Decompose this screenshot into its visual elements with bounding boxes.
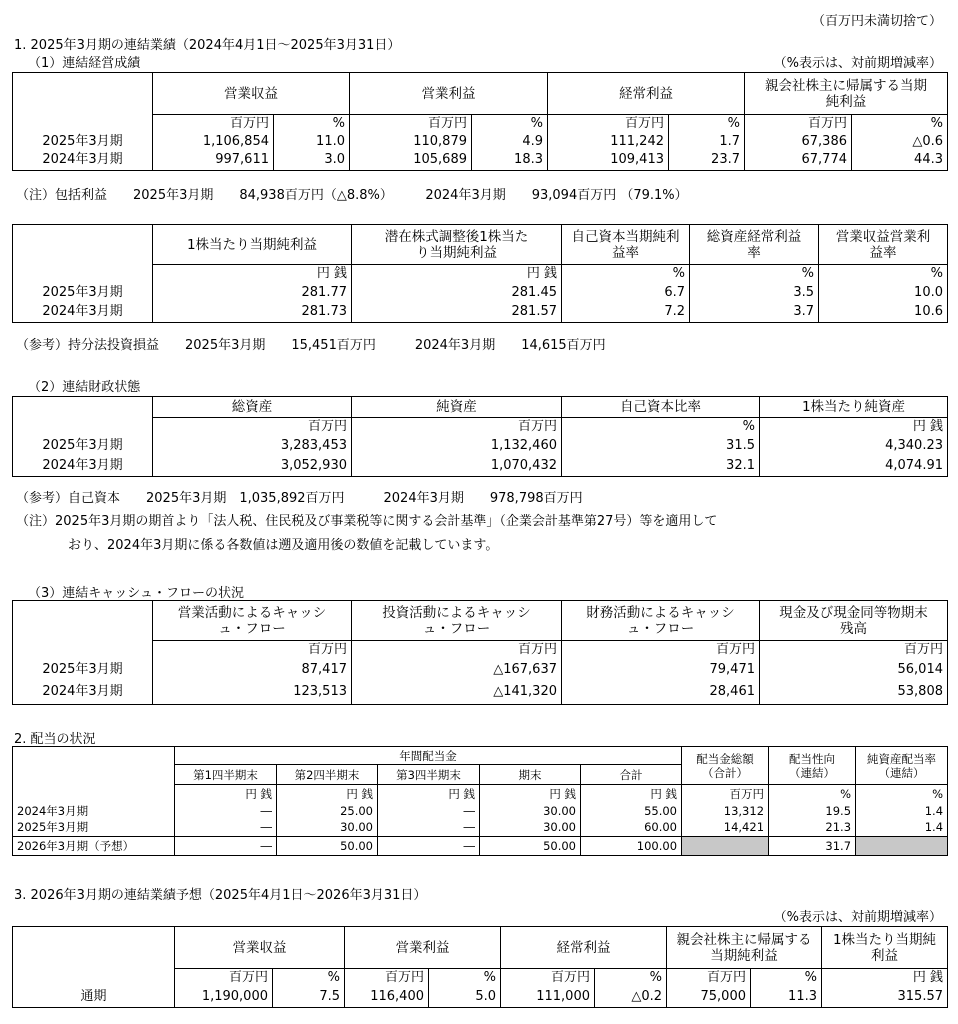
col-header: 営業利益 bbox=[345, 927, 501, 969]
unit-cell: 百万円 bbox=[760, 641, 948, 659]
section-1-title: 1. 2025年3月期の連結業績（2024年4月1日～2025年3月31日） bbox=[14, 38, 401, 53]
col-header: 合計 bbox=[581, 765, 682, 785]
value-cell: 14,421 bbox=[682, 819, 769, 837]
value-cell: 79,471 bbox=[562, 659, 760, 681]
value-cell: 1,190,000 bbox=[175, 987, 273, 1008]
row-label: 2025年3月期 bbox=[13, 133, 153, 151]
unit-cell: 円 銭 bbox=[153, 265, 352, 283]
value-cell: 4.9 bbox=[472, 133, 548, 151]
unit-cell: % bbox=[273, 969, 345, 987]
unit-cell: % bbox=[856, 785, 948, 803]
value-cell: 25.00 bbox=[277, 803, 378, 819]
value-cell: ― bbox=[175, 819, 277, 837]
unit-cell: % bbox=[669, 115, 745, 133]
row-label: 2025年3月期 bbox=[13, 819, 175, 837]
equity-ref-note: （参考）自己資本 2025年3月期 1,035,892百万円 2024年3月期 978,798百万円 bbox=[16, 491, 583, 506]
row-label: 2024年3月期 bbox=[13, 151, 153, 171]
col-header: 現金及び現金同等物期末残高 bbox=[760, 601, 948, 641]
col-header: 1株当たり当期純利益 bbox=[153, 225, 352, 265]
unit-cell: 百万円 bbox=[548, 115, 669, 133]
unit-cell: 百万円 bbox=[153, 641, 352, 659]
unit-cell: % bbox=[690, 265, 819, 283]
table-row bbox=[13, 303, 948, 323]
unit-cell: % bbox=[562, 265, 690, 283]
value-cell: 110,879 bbox=[350, 133, 472, 151]
value-cell: 50.00 bbox=[480, 837, 581, 856]
value-cell: 7.2 bbox=[562, 303, 690, 323]
unit-note: （百万円未満切捨て） bbox=[811, 14, 942, 29]
accounting-note-line1: （注）2025年3月期の期首より「法人税、住民税及び事業税等に関する会計基準」（企業会計基準第27号）等を適用して bbox=[16, 514, 718, 529]
unit-cell: 百万円 bbox=[745, 115, 852, 133]
value-cell: 60.00 bbox=[581, 819, 682, 837]
value-cell: 75,000 bbox=[667, 987, 751, 1008]
value-cell: △167,637 bbox=[352, 659, 562, 681]
value-cell: 56,014 bbox=[760, 659, 948, 681]
subsection-financial-position: （2）連結財政状態 bbox=[28, 380, 141, 395]
unit-cell: 百万円 bbox=[175, 969, 273, 987]
col-header: 自己資本比率 bbox=[562, 397, 760, 418]
value-cell: 105,689 bbox=[350, 151, 472, 171]
value-cell: 997,611 bbox=[153, 151, 274, 171]
value-cell: 7.5 bbox=[273, 987, 345, 1008]
col-header: 第1四半期末 bbox=[175, 765, 277, 785]
value-cell: 1,070,432 bbox=[352, 456, 562, 477]
unit-cell: 円 銭 bbox=[175, 785, 277, 803]
value-cell: 21.3 bbox=[769, 819, 856, 837]
cash-flow-table bbox=[12, 600, 948, 705]
unit-cell: % bbox=[472, 115, 548, 133]
per-share-table bbox=[12, 224, 948, 323]
value-cell: 87,417 bbox=[153, 659, 352, 681]
table-row bbox=[13, 133, 948, 151]
value-cell: △141,320 bbox=[352, 681, 562, 705]
forecast-percent-note: （%表示は、対前期増減率） bbox=[773, 910, 942, 925]
value-cell: 116,400 bbox=[345, 987, 429, 1008]
table-row bbox=[13, 819, 948, 837]
unit-cell: % bbox=[819, 265, 948, 283]
value-cell: 1.7 bbox=[669, 133, 745, 151]
table-row bbox=[13, 803, 948, 819]
value-cell: ― bbox=[378, 803, 480, 819]
unit-cell: 円 銭 bbox=[760, 418, 948, 436]
col-header: 第2四半期末 bbox=[277, 765, 378, 785]
unit-cell: % bbox=[274, 115, 350, 133]
section-2-title: 2. 配当の状況 bbox=[14, 732, 96, 747]
value-cell: ― bbox=[378, 837, 480, 856]
value-cell: 30.00 bbox=[277, 819, 378, 837]
table-row bbox=[13, 436, 948, 456]
unit-cell: 百万円 bbox=[682, 785, 769, 803]
col-header: 純資産配当率（連結） bbox=[856, 747, 948, 785]
annual-dividend-header: 年間配当金 bbox=[175, 747, 682, 765]
unit-cell: 円 銭 bbox=[581, 785, 682, 803]
col-header: 親会社株主に帰属する当期純利益 bbox=[667, 927, 822, 969]
comprehensive-income-note: （注）包括利益 2025年3月期 84,938百万円（△8.8%） 2024年3月期 93,094百万円 （79.1%） bbox=[16, 188, 688, 203]
unit-cell: 百万円 bbox=[352, 418, 562, 436]
col-header: 期末 bbox=[480, 765, 581, 785]
value-cell: △0.6 bbox=[852, 133, 948, 151]
row-label: 2026年3月期（予想） bbox=[13, 837, 175, 856]
value-cell: △0.2 bbox=[595, 987, 667, 1008]
col-header: 自己資本当期純利益率 bbox=[562, 225, 690, 265]
value-cell: 44.3 bbox=[852, 151, 948, 171]
unit-cell: % bbox=[429, 969, 501, 987]
shaded-cell bbox=[682, 837, 769, 856]
col-header: 営業収益 bbox=[175, 927, 345, 969]
value-cell: 111,242 bbox=[548, 133, 669, 151]
value-cell: 281.57 bbox=[352, 303, 562, 323]
table-row bbox=[13, 456, 948, 477]
unit-cell: 円 銭 bbox=[352, 265, 562, 283]
col-header: 財務活動によるキャッシュ・フロー bbox=[562, 601, 760, 641]
unit-cell: % bbox=[852, 115, 948, 133]
unit-cell: 円 銭 bbox=[277, 785, 378, 803]
unit-cell: % bbox=[562, 418, 760, 436]
unit-cell: 百万円 bbox=[345, 969, 429, 987]
value-cell: 3.0 bbox=[274, 151, 350, 171]
value-cell: 13,312 bbox=[682, 803, 769, 819]
value-cell: 3.7 bbox=[690, 303, 819, 323]
value-cell: 6.7 bbox=[562, 283, 690, 303]
table-row bbox=[13, 837, 948, 856]
value-cell: 31.7 bbox=[769, 837, 856, 856]
col-header: 営業利益 bbox=[350, 73, 548, 115]
unit-cell: 円 銭 bbox=[378, 785, 480, 803]
accounting-note-line2: おり、2024年3月期に係る各数値は遡及適用後の数値を記載しています。 bbox=[68, 538, 499, 553]
row-label: 2024年3月期 bbox=[13, 681, 153, 705]
col-header: 第3四半期末 bbox=[378, 765, 480, 785]
unit-cell: 百万円 bbox=[350, 115, 472, 133]
col-header: 配当性向（連結） bbox=[769, 747, 856, 785]
col-header: 1株当たり純資産 bbox=[760, 397, 948, 418]
value-cell: 4,340.23 bbox=[760, 436, 948, 456]
unit-cell: % bbox=[751, 969, 822, 987]
value-cell: 11.0 bbox=[274, 133, 350, 151]
shaded-cell bbox=[856, 837, 948, 856]
value-cell: 281.45 bbox=[352, 283, 562, 303]
col-header: 投資活動によるキャッシュ・フロー bbox=[352, 601, 562, 641]
value-cell: 11.3 bbox=[751, 987, 822, 1008]
unit-cell: % bbox=[769, 785, 856, 803]
col-header: 純資産 bbox=[352, 397, 562, 418]
financial-position-table bbox=[12, 396, 948, 477]
value-cell: 55.00 bbox=[581, 803, 682, 819]
unit-cell: 円 銭 bbox=[822, 969, 948, 987]
value-cell: 111,000 bbox=[501, 987, 595, 1008]
value-cell: 30.00 bbox=[480, 803, 581, 819]
corner-cell bbox=[13, 73, 153, 115]
row-label: 2024年3月期 bbox=[13, 803, 175, 819]
table-row bbox=[13, 151, 948, 171]
value-cell: 315.57 bbox=[822, 987, 948, 1008]
value-cell: 3,052,930 bbox=[153, 456, 352, 477]
unit-cell: 百万円 bbox=[667, 969, 751, 987]
unit-cell: 円 銭 bbox=[480, 785, 581, 803]
value-cell: 28,461 bbox=[562, 681, 760, 705]
operating-results-table bbox=[12, 72, 948, 171]
row-label: 2024年3月期 bbox=[13, 456, 153, 477]
col-header: 総資産経常利益率 bbox=[690, 225, 819, 265]
section-3-title: 3. 2026年3月期の連結業績予想（2025年4月1日～2026年3月31日） bbox=[14, 888, 427, 903]
unit-cell: 百万円 bbox=[352, 641, 562, 659]
row-label: 2025年3月期 bbox=[13, 659, 153, 681]
col-header: 潜在株式調整後1株当たり当期純利益 bbox=[352, 225, 562, 265]
value-cell: 3,283,453 bbox=[153, 436, 352, 456]
table-row bbox=[13, 659, 948, 681]
col-header: 経常利益 bbox=[548, 73, 745, 115]
unit-cell: 百万円 bbox=[153, 418, 352, 436]
value-cell: 1,132,460 bbox=[352, 436, 562, 456]
forecast-table bbox=[12, 926, 948, 1008]
value-cell: 1.4 bbox=[856, 819, 948, 837]
value-cell: 67,386 bbox=[745, 133, 852, 151]
col-header: 親会社株主に帰属する当期純利益 bbox=[745, 73, 948, 115]
value-cell: 281.73 bbox=[153, 303, 352, 323]
value-cell: 30.00 bbox=[480, 819, 581, 837]
table-row bbox=[13, 283, 948, 303]
col-header: 営業活動によるキャッシュ・フロー bbox=[153, 601, 352, 641]
subsection-operating-results: （1）連結経営成績 bbox=[28, 56, 141, 71]
value-cell: 23.7 bbox=[669, 151, 745, 171]
unit-cell: 百万円 bbox=[562, 641, 760, 659]
percent-note: （%表示は、対前期増減率） bbox=[773, 56, 942, 71]
unit-cell: 百万円 bbox=[153, 115, 274, 133]
value-cell: 67,774 bbox=[745, 151, 852, 171]
value-cell: 123,513 bbox=[153, 681, 352, 705]
col-header: 1株当たり当期純利益 bbox=[822, 927, 948, 969]
row-label: 通期 bbox=[13, 987, 175, 1008]
value-cell: 10.6 bbox=[819, 303, 948, 323]
value-cell: ― bbox=[378, 819, 480, 837]
row-label: 2025年3月期 bbox=[13, 283, 153, 303]
col-header: 総資産 bbox=[153, 397, 352, 418]
table-row bbox=[13, 987, 948, 1008]
value-cell: 18.3 bbox=[472, 151, 548, 171]
row-label: 2025年3月期 bbox=[13, 436, 153, 456]
unit-cell: % bbox=[595, 969, 667, 987]
value-cell: 109,413 bbox=[548, 151, 669, 171]
dividends-table bbox=[12, 746, 948, 856]
table-row bbox=[13, 681, 948, 705]
value-cell: 1,106,854 bbox=[153, 133, 274, 151]
value-cell: 31.5 bbox=[562, 436, 760, 456]
value-cell: ― bbox=[175, 803, 277, 819]
value-cell: ― bbox=[175, 837, 277, 856]
col-header: 営業収益営業利益率 bbox=[819, 225, 948, 265]
col-header: 営業収益 bbox=[153, 73, 350, 115]
value-cell: 19.5 bbox=[769, 803, 856, 819]
unit-cell: 百万円 bbox=[501, 969, 595, 987]
value-cell: 3.5 bbox=[690, 283, 819, 303]
value-cell: 1.4 bbox=[856, 803, 948, 819]
value-cell: 10.0 bbox=[819, 283, 948, 303]
value-cell: 50.00 bbox=[277, 837, 378, 856]
value-cell: 32.1 bbox=[562, 456, 760, 477]
value-cell: 53,808 bbox=[760, 681, 948, 705]
col-header: 経常利益 bbox=[501, 927, 667, 969]
value-cell: 4,074.91 bbox=[760, 456, 948, 477]
value-cell: 100.00 bbox=[581, 837, 682, 856]
col-header: 配当金総額（合計） bbox=[682, 747, 769, 785]
subsection-cash-flow: （3）連結キャッシュ・フローの状況 bbox=[28, 586, 245, 601]
value-cell: 281.77 bbox=[153, 283, 352, 303]
value-cell: 5.0 bbox=[429, 987, 501, 1008]
equity-method-note: （参考）持分法投資損益 2025年3月期 15,451百万円 2024年3月期 14,615百万円 bbox=[16, 338, 606, 353]
row-label: 2024年3月期 bbox=[13, 303, 153, 323]
